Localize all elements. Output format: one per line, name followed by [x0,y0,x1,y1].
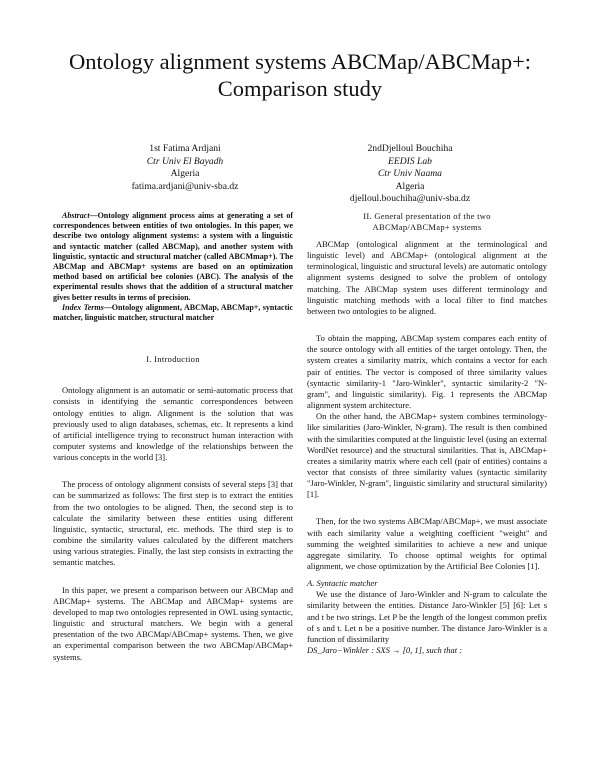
section-heading-introduction: I. Introduction [146,354,200,365]
left-column [53,211,293,663]
paper-title-line-1: Ontology alignment systems ABCMap/ABCMap+: [68,49,532,74]
paragraph: On the other hand, the ABCMap+ system combines terminology-like similarities (Jaro-Winkler, N-gram). The result is then combined with the similarities computed at the linguistic level (using an external WordNet resource) and the structural similarities. That is, ABCMap+ creates a similarity matrix where each cell (pair of entities) contains a vector that consists of three similarity values (syntactic similarity "Jaro-Winkler, N-gram", linguistic similarity and structural similarity) [1]. [307,411,547,500]
paper-title-line-2: Comparison study [217,76,383,101]
paragraph: Ontology alignment is an automatic or semi-automatic process that consists in identifying the semantic correspondences between ontology entities to align. Alignment is the solution that was previously used to align databases, schemas, etc. It represents a kind of artificial intelligence trying to reconstruct human interaction with computer systems and knowledge of the relationships between the various concepts in the world [3]. [53,385,293,463]
paragraph: The process of ontology alignment consists of several steps [3] that can be summarized as follows: The first step is to extract the entities from the two ontologies to be aligned. Then, the second step is to calculate the similarity between these entities using different linguistic, syntactic, structural, etc. methods. The third step is to combine the similarity values calculated by the different matchers using various strategies. Finally, the last step consists in extracting the semantic matches. [53,479,293,568]
paragraph: To obtain the mapping, ABCMap system compares each entity of the source ontology with all entities of the target ontology. Then, the system creates a similarity matrix, which contains a vector for each pair of entities. The vector is composed of three similarity values (syntactic similarity-1 "Jaro-Winkler", syntactic similarity-2 "N-gram", and linguistic similarity). Fig. 1 represents the ABCMap alignment system architecture. [307,333,547,411]
author-name: 1st Fatima Ardjani [149,143,221,154]
section-heading-general-presentation: II. General presentation of the two ABCMap/ABCMap+ systems [363,211,491,232]
paragraph: In this paper, we present a comparison between our ABCMap and ABCMap+ systems. The ABCMap and ABCMap+ systems are developed to map two ontologies represented in OWL using syntactic, linguistic and structural matchers. We begin with a general presentation of the two ABCMap/ABCmap+ systems. Then, we give an experimental comparison between the two ABCMap/ABCMap+ systems. [53,584,293,662]
author-affiliation-lab: EEDIS Lab [388,155,432,167]
author-country: Algeria [170,168,200,179]
paper-title [40,48,560,102]
author-affiliation: Ctr Univ Naama [378,168,442,179]
right-column [307,211,547,656]
index-terms: Index Terms—Ontology alignment, ABCMap, ABCMap+, syntactic matcher, linguistic matcher, structural matcher [53,302,294,323]
author-email: fatima.ardjani@univ-sba.dz [131,180,239,192]
abstract: Abstract—Ontology alignment process aims at generating a set of correspondences between entities of two ontologies. In this paper, we describe two ontology alignment systems: a system with a linguistic and syntactic matcher (called ABCMap), and another system with linguistic, syntactic and structural matcher (called ABCMmap+). The ABCMap and ABCMap+ systems are based on an optimization method based on artificial bee colonies (ABC). The analysis of the experimental results shows that the addition of a structural matcher gives better results in terms of precision. [53,211,293,302]
paragraph: Then, for the two systems ABCMap/ABCMap+, we must associate with each similarity value a weighting coefficient "weight" and summing the weighted similarities to achieve a new and unique aggregate similarity. To choose optimal weights for optimal alignment, we chose optimization by the Artificial Bee Colonies [1]. [307,516,547,572]
author-name: 2ndDjelloul Bouchiha [367,143,453,154]
subsection-heading-syntactic-matcher: A. Syntactic matcher [307,578,378,589]
paragraph: We use the distance of Jaro-Winkler and N-gram to calculate the similarity between the entities. Distance Jaro-Winkler [5] [6]: Let s and t be two strings. Let P be the length of the longest common prefix of s and t. Let n be a positive number. The distance Jaro-Winkler is a function of dissimilarity [307,589,547,644]
author-country: Algeria [395,180,425,192]
formula-line: DS_Jaro−Winkler : SXS → [0, 1], such that : [307,645,463,655]
author-affiliation: Ctr Univ El Bayadh [146,155,224,167]
author-block-2 [310,143,510,206]
author-email: djelloul.bouchiha@univ-sba.dz [349,193,471,204]
paragraph: ABCMap (ontological alignment at the terminological and linguistic level) and ABCMap+ (ontological alignment at the terminological, linguistic and structural levels) are automatic ontology alignment systems designed to solve the problem of ontology matching. The ABCMap system uses different terminology and linguistic matching methods with a local filter to find matches between two ontologies to be aligned. [307,239,547,316]
author-block-1 [85,143,285,193]
